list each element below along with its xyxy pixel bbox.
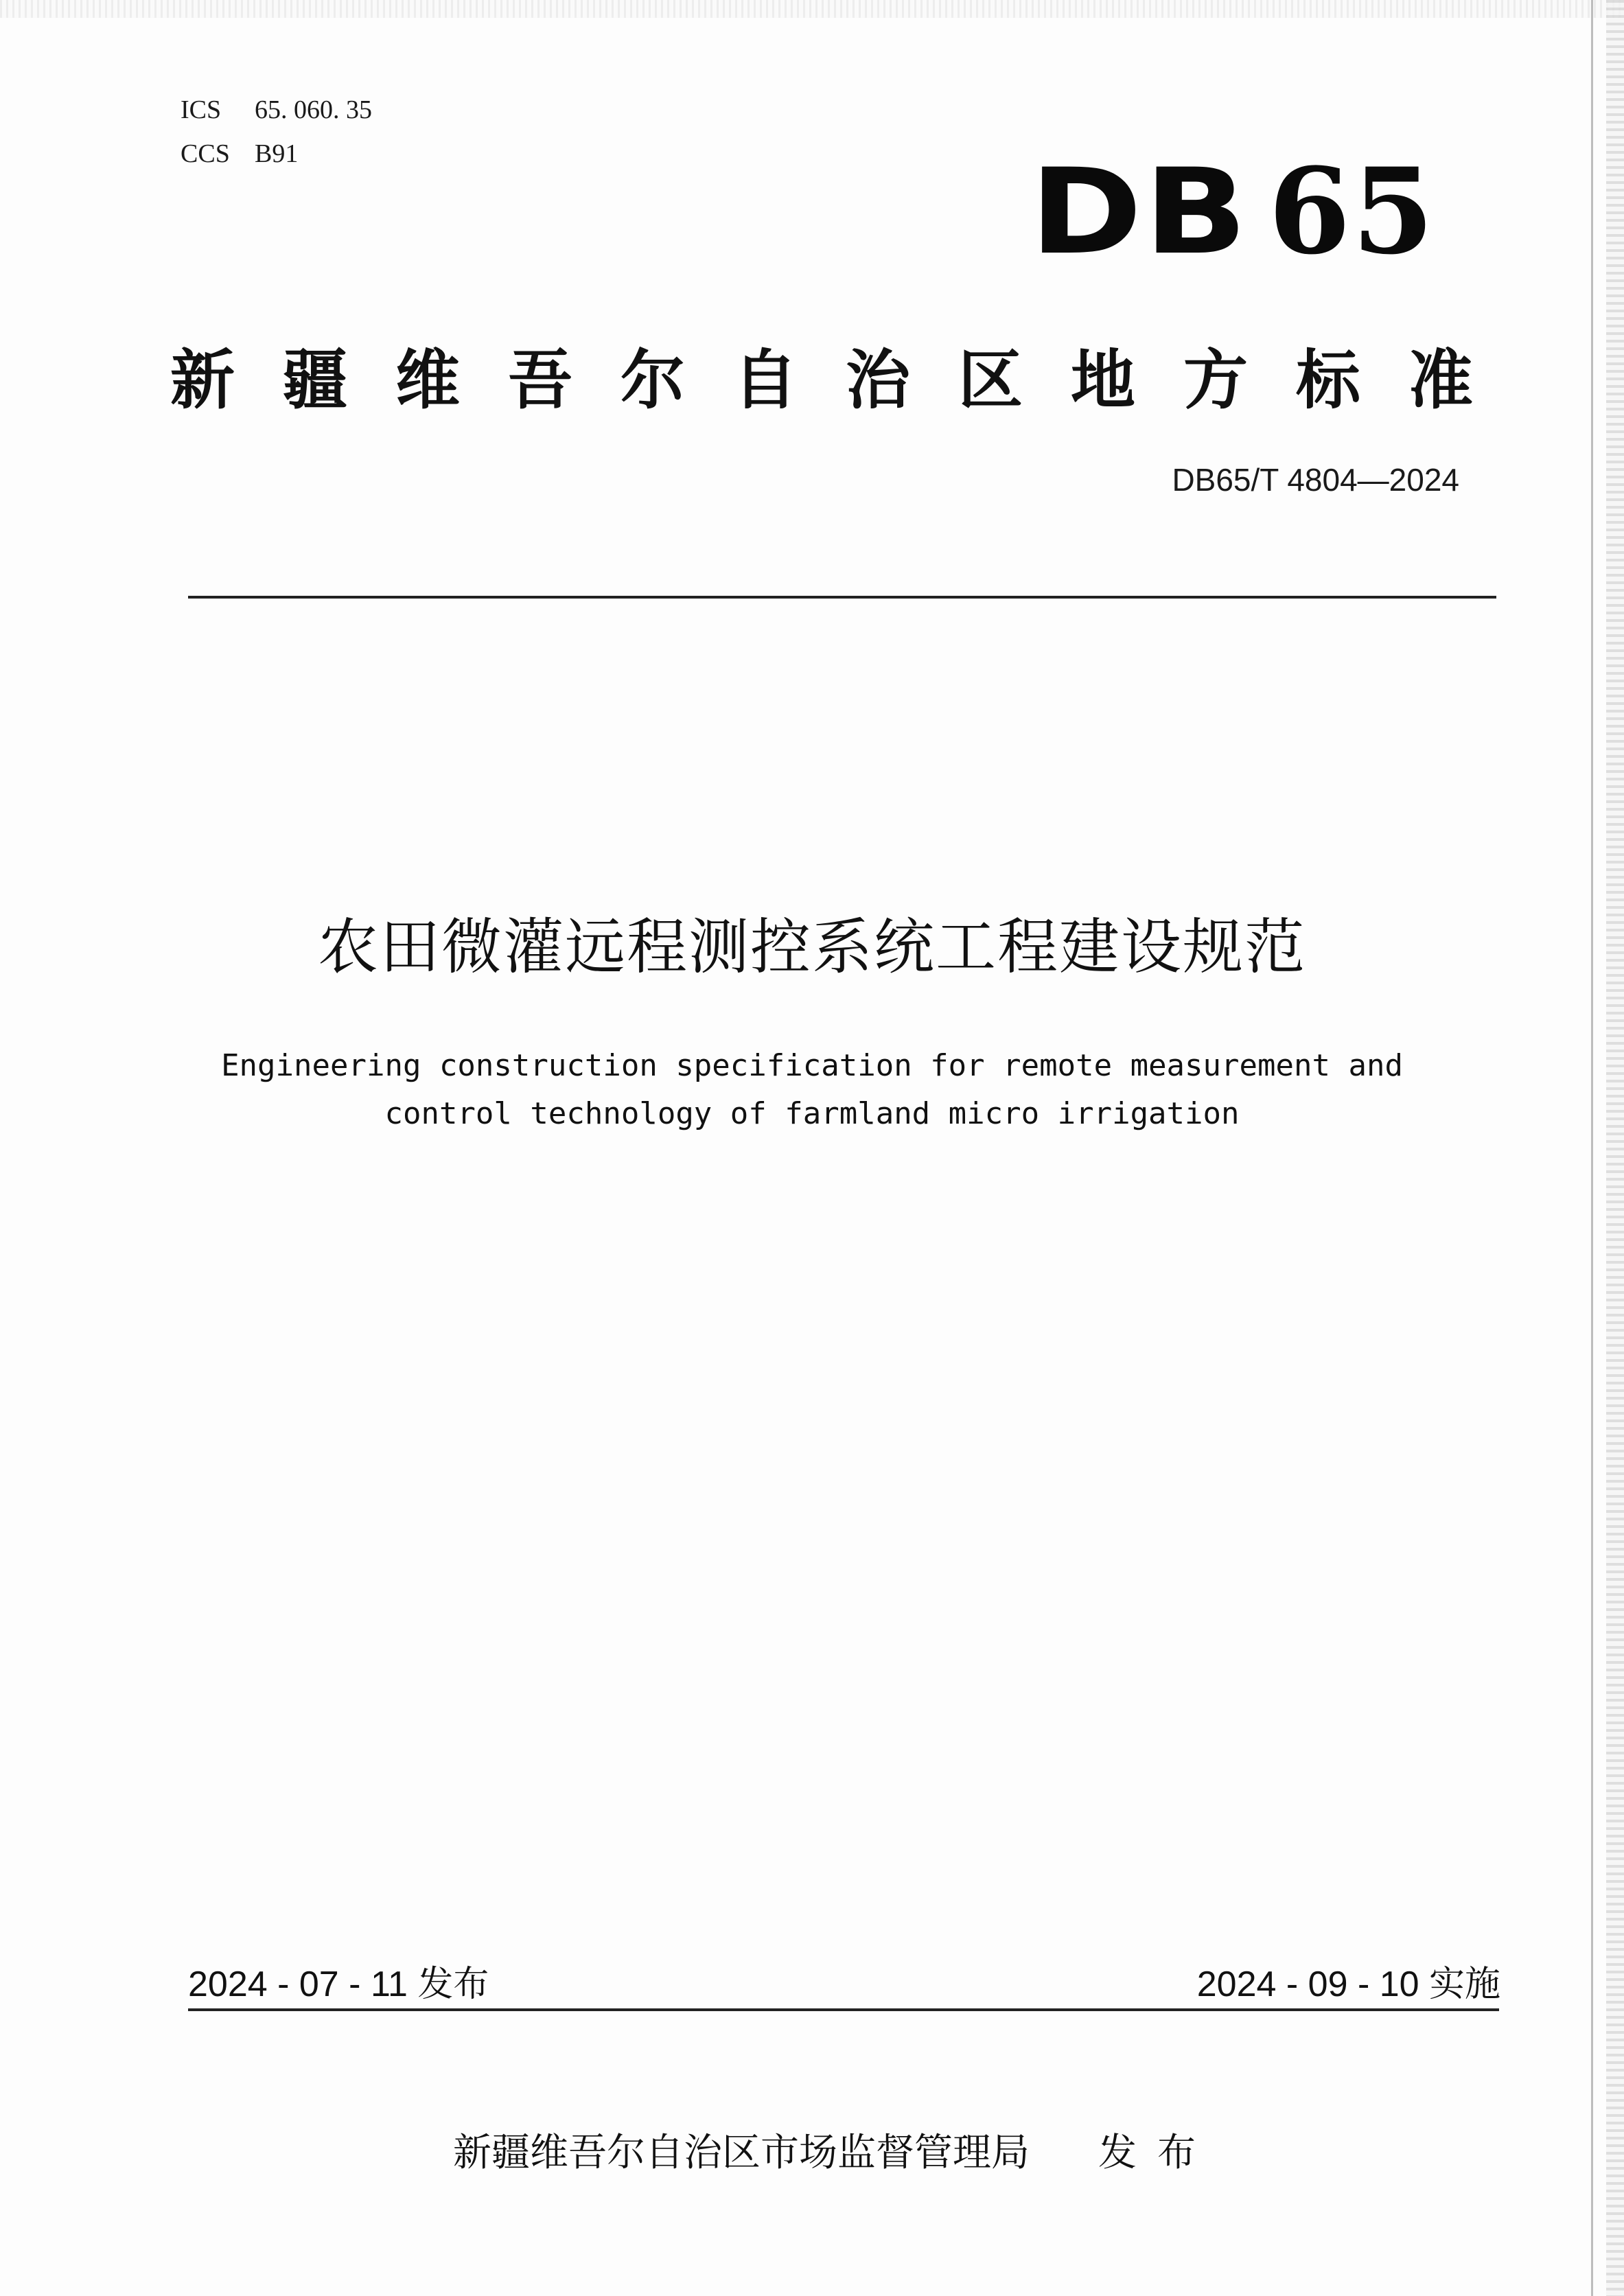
implementation-date: 2024 - 09 - 10 实施 xyxy=(1196,1964,1500,2004)
standard-type-heading: 新疆维吾尔自治区地方标准 xyxy=(170,343,1522,418)
header-divider xyxy=(188,596,1496,599)
ccs-label: CCS xyxy=(181,139,230,168)
logo-letters: DB xyxy=(1030,143,1249,281)
logo-number: 65 xyxy=(1268,141,1436,281)
ics-code xyxy=(181,95,372,125)
ccs-value: B91 xyxy=(255,139,299,168)
publisher-action: 发布 xyxy=(1098,2131,1216,2175)
db65-logo xyxy=(1030,141,1436,281)
publisher-line xyxy=(453,2122,1216,2177)
ccs-code xyxy=(181,139,298,169)
issue-date: 2024 - 07 - 11 发布 xyxy=(188,1964,489,2004)
title-english-line1: Engineering construction specification for remote measurement and xyxy=(221,1048,1403,1083)
ics-value: 65. 060. 35 xyxy=(255,95,372,124)
title-english-line2: control technology of farmland micro irrigation xyxy=(384,1096,1240,1131)
title-english xyxy=(0,1042,1624,1138)
title-chinese: 农田微灌远程测控系统工程建设规范 xyxy=(317,912,1306,982)
scan-edge-top xyxy=(0,0,1624,18)
publisher-name: 新疆维吾尔自治区市场监督管理局 xyxy=(453,2131,1030,2175)
scan-edge-right xyxy=(1606,0,1624,2296)
standard-number: DB65/T 4804—2024 xyxy=(1172,462,1459,498)
footer-divider xyxy=(188,2008,1499,2011)
scan-edge-line xyxy=(1591,0,1593,2296)
ics-label: ICS xyxy=(181,95,222,124)
